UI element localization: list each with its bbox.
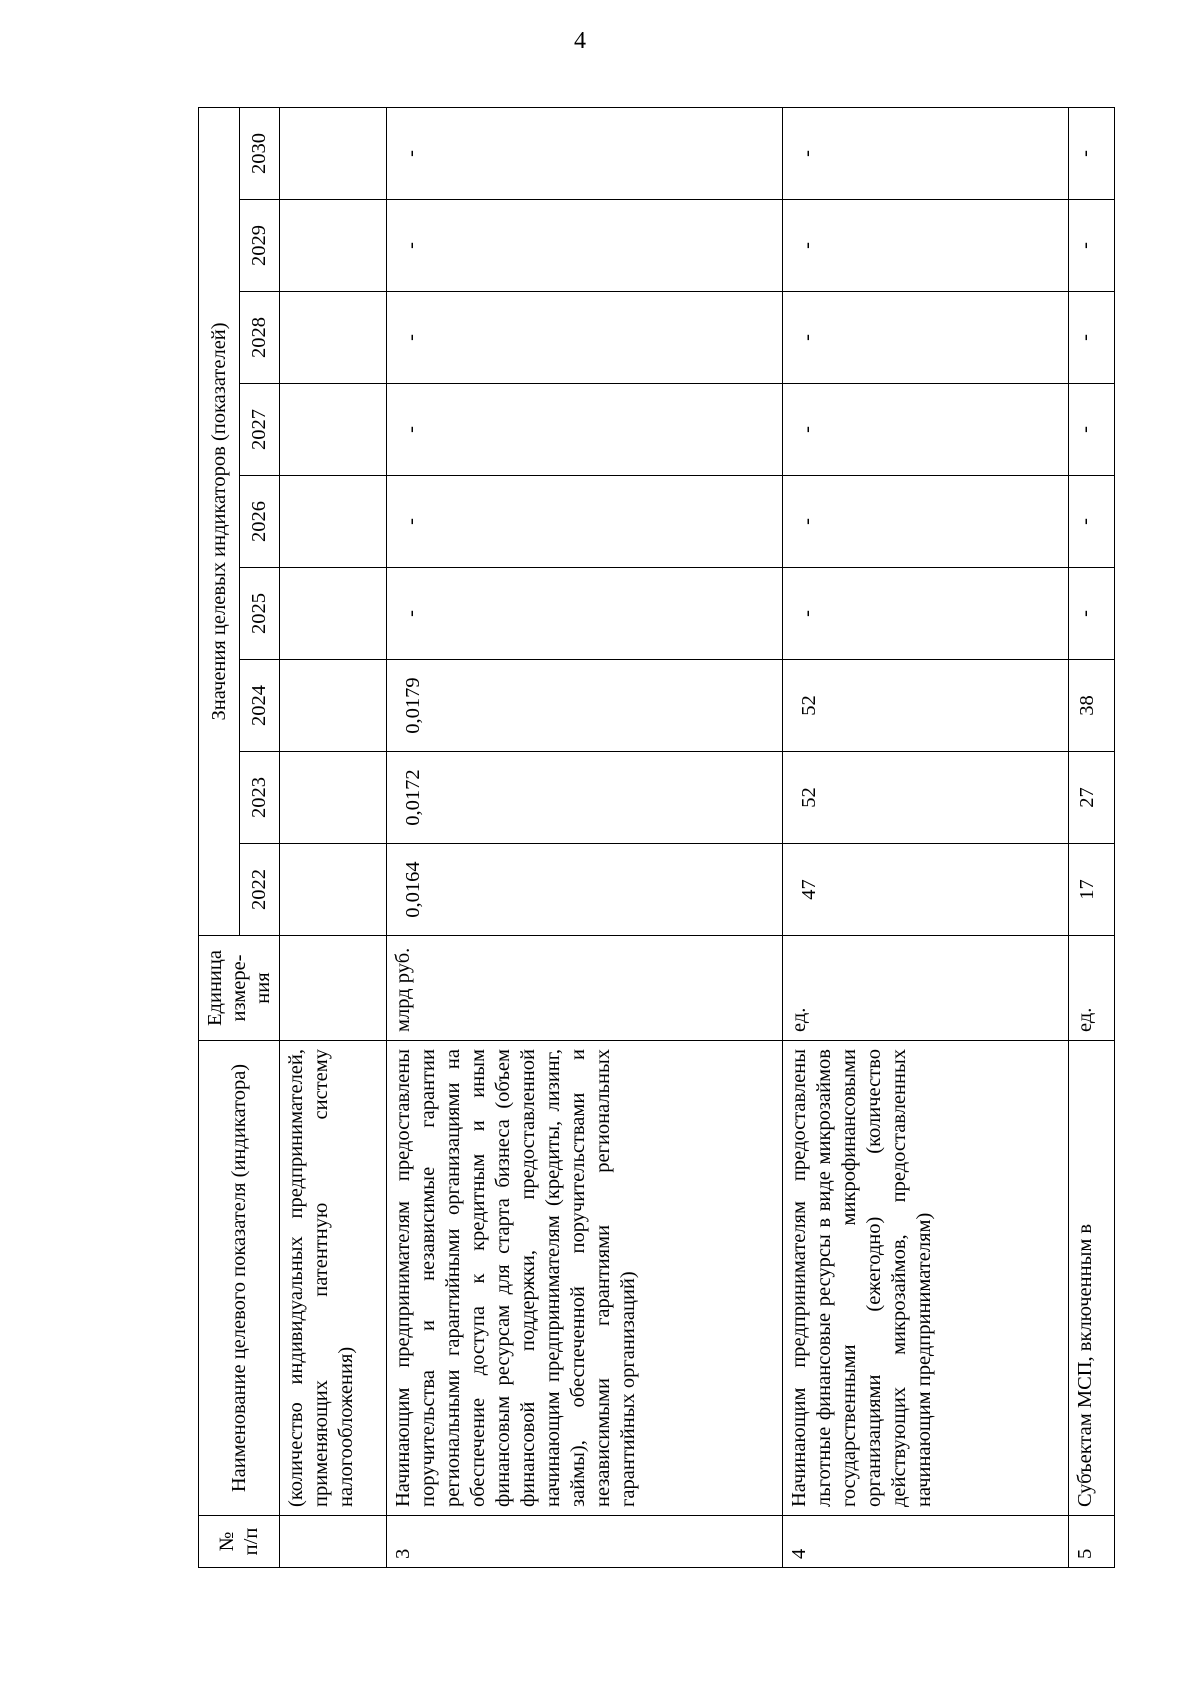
row-name: Субъектам МСП, включенным в [1069,1041,1115,1516]
row-value: - [783,292,1069,384]
row-value: - [1069,384,1115,476]
row-unit: ед. [783,936,1069,1041]
row-value: 27 [1069,752,1115,844]
header-values-group: Значения целевых индикаторов (показателей) [199,107,240,935]
header-year: 2027 [239,384,280,476]
row-value: 47 [783,844,1069,936]
header-year: 2022 [239,844,280,936]
row-value: - [1069,200,1115,292]
row-value [280,844,387,936]
row-value: - [783,384,1069,476]
row-num: 5 [1069,1516,1115,1568]
header-year: 2029 [239,200,280,292]
table-row [783,107,1069,1567]
row-num [280,1516,387,1568]
row-value: - [386,107,782,199]
row-unit: ед. [1069,936,1115,1041]
row-value [280,384,387,476]
row-value: - [1069,476,1115,568]
row-value [280,476,387,568]
row-value: 17 [1069,844,1115,936]
row-value: 52 [783,752,1069,844]
header-row [199,107,240,1567]
row-value: - [1069,107,1115,199]
header-year: 2025 [239,568,280,660]
row-value: - [783,107,1069,199]
table-row-continuation [280,107,387,1567]
row-value: - [1069,568,1115,660]
row-name: Начинающим предпринимателям предоставлены льготные финансовые ресурсы в виде микрозаймов государственными микрофинансовыми организациями (ежегодно) (количество действующих микрозаймов, предоставленных начинающим предпринимателям) [783,1041,1069,1516]
table-row [386,107,782,1567]
row-value: 0,0172 [386,752,782,844]
row-value: - [386,384,782,476]
row-unit [280,936,387,1041]
row-value [280,292,387,384]
header-year: 2028 [239,292,280,384]
row-value: - [386,200,782,292]
row-value: 0,0179 [386,660,782,752]
row-value [280,107,387,199]
indicators-table [198,107,1115,1568]
row-name: Начинающим предпринимателям предоставлены поручительства и независимые гарантии региональными гарантийными организациями на обеспечение доступа к кредитным и иным финансовым ресурсам для старта бизнеса (объем финансовой поддержки, предоставленной начинающим предпринимателям (кредиты, лизинг, займы), обеспеченной поручительствами и независимыми гарантиями региональных гарантийных организаций) [386,1041,782,1516]
row-value: - [386,476,782,568]
header-name: Наименование целевого показателя (индикатора) [199,1041,280,1516]
page-number: 4 [574,28,586,54]
row-name: (количество индивидуальных предпринимателей, применяющих патентную систему налогообложения) [280,1041,387,1516]
header-year: 2024 [239,660,280,752]
header-year: 2026 [239,476,280,568]
header-unit: Единица измере-ния [199,936,280,1041]
row-value: - [783,476,1069,568]
row-value [280,752,387,844]
row-value: - [1069,292,1115,384]
row-num: 4 [783,1516,1069,1568]
row-value: 38 [1069,660,1115,752]
row-value: - [386,292,782,384]
row-value [280,660,387,752]
row-value: 52 [783,660,1069,752]
row-value: - [783,568,1069,660]
row-value: - [386,568,782,660]
row-value: 0,0164 [386,844,782,936]
header-year: 2023 [239,752,280,844]
header-num: № п/п [199,1516,280,1568]
header-year: 2030 [239,107,280,199]
row-value [280,200,387,292]
row-unit: млрд руб. [386,936,782,1041]
table-row [1069,107,1115,1567]
row-num: 3 [386,1516,782,1568]
row-value: - [783,200,1069,292]
row-value [280,568,387,660]
rotated-table-wrapper [198,108,1100,1568]
